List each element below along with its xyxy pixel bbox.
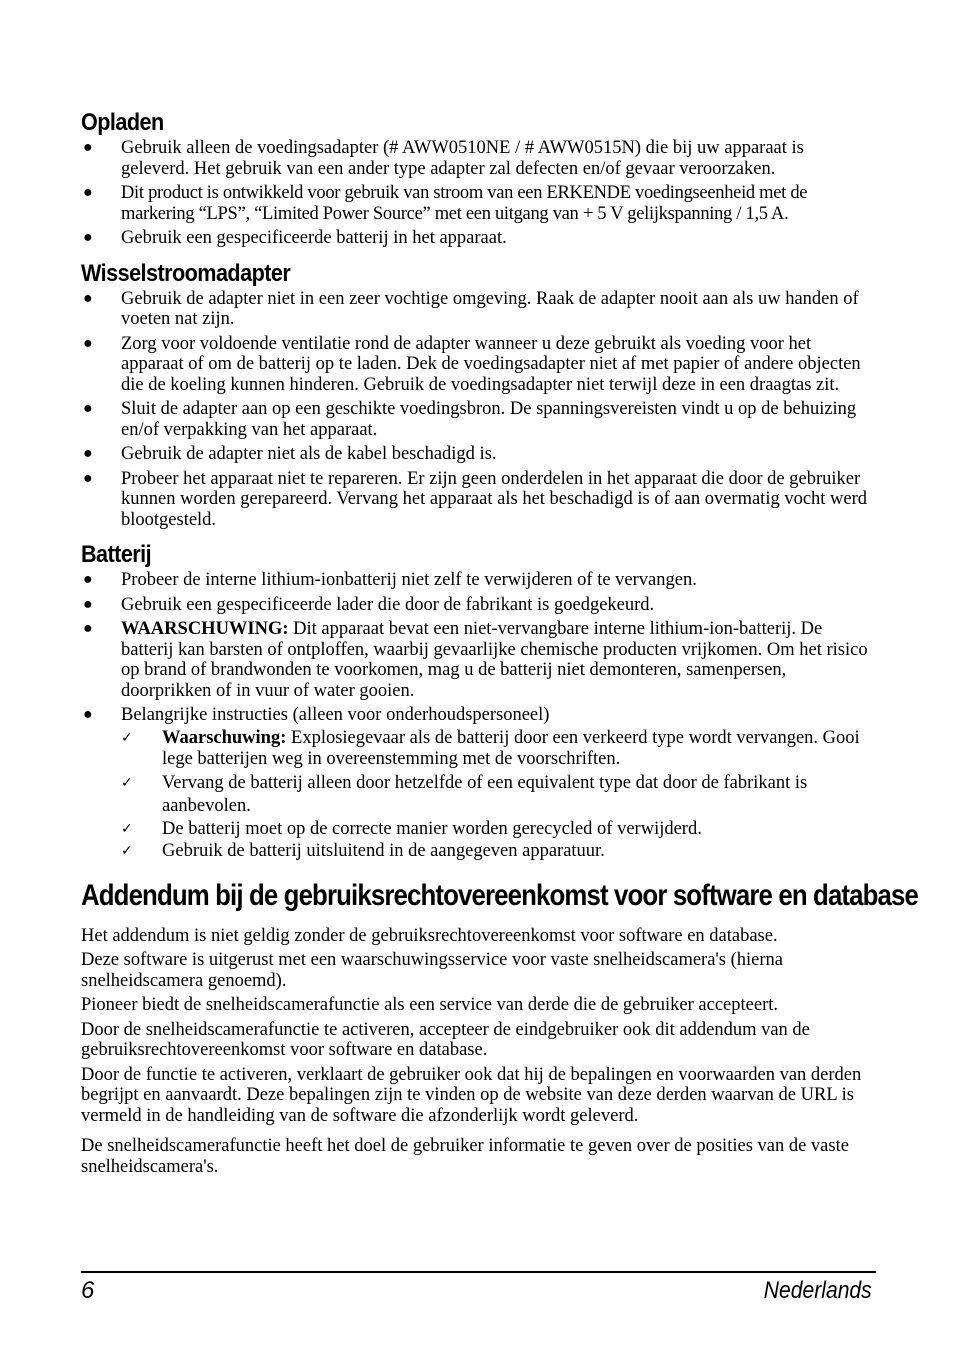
bullet-icon: ● [83,571,93,588]
list-item-text: Gebruik de adapter niet in een zeer vochtige omgeving. Raak de adapter nooit aan als uw handen of voeten nat zijn. [121,288,859,329]
list-item-text: Dit product is ontwikkeld voor gebruik van stroom van een ERKENDE voedingseenheid met de markering “LPS”, “Limited Power Source” met een uitgang van + 5 V gelijkspanning / 1,5 A. [121,183,808,224]
check-item [121,841,874,863]
list-item [81,705,874,863]
list-item-text: Sluit de adapter aan op een geschikte voedingsbron. De spanningsvereisten vindt u op de behuizing en/of verpakking van het apparaat. [121,399,857,440]
list-item [81,469,874,531]
check-item [121,772,874,818]
bullet-icon: ● [83,184,93,201]
section-heading-wisselstroomadapter: Wisselstroomadapter [81,259,291,287]
check-icon: ✓ [121,729,133,746]
list-item-text: Belangrijke instructies (alleen voor onderhoudspersoneel) [121,705,550,725]
list-item [81,183,874,224]
footer-language: Nederlands [763,1277,872,1304]
warning-text: Dit apparaat bevat een niet-vervangbare interne lithium-ion-batterij. De batterij kan barsten of ontploffen, waarbij gevaarlijke chemische producten vrijkomen. Om het risico op brand of brandwonden te voorkomen, mag u de batterij niet demonteren, samenpersen, doorprikken of in vuur of water gooien. [121,619,868,701]
bullet-icon: ● [83,620,93,637]
check-icon: ✓ [121,820,133,837]
list-item [81,570,874,591]
check-icon: ✓ [121,774,133,791]
footer-divider [81,1271,876,1273]
list-item [81,619,874,701]
list-item [81,138,874,179]
bullet-icon: ● [83,469,93,487]
list-item-text: Gebruik een gespecificeerde lader die door de fabrikant is goedgekeurd. [121,594,655,615]
list-item [81,289,874,330]
document-page [81,108,919,1181]
list-item [81,444,874,465]
section-heading-batterij: Batterij [81,541,152,568]
bullet-icon: ● [83,334,93,352]
bullet-list-batterij [81,570,874,863]
list-item [81,228,874,249]
bullet-icon: ● [83,400,93,417]
check-item-text: Vervang de batterij alleen door hetzelfde of een equivalent type dat door de fabrikant is aanbevolen. [162,772,808,816]
addendum-paragraph: Deze software is uitgerust met een waarschuwingsservice voor vaste snelheidscamera's (hierna snelheidscamera genoemd). [81,950,783,991]
addendum-paragraph: Door de snelheidscamerafunctie te activeren, accepteer de eindgebruiker ook dit addendum van de gebruiksrechtovereenkomst voor software en database. [81,1019,810,1060]
list-item-text: Zorg voor voldoende ventilatie rond de adapter wanneer u deze gebruikt als voeding voor het apparaat of om de batterij op te laden. Dek de voedingsadapter niet af met papier of andere objecten die de koeling kunnen hinderen. Gebruik de voedingsadapter niet terwijl deze in een draagtas zit. [121,333,861,395]
check-item-text: De batterij moet op de correcte manier worden gerecycled of verwijderd. [162,818,702,839]
list-item [81,334,874,396]
check-icon: ✓ [121,843,133,859]
addendum-heading: Addendum bij de gebruiksrechtovereenkomst voor software en database [81,878,919,912]
bullet-list-wisselstroomadapter [81,289,874,531]
check-item-text: Explosiegevaar als de batterij door een verkeerd type wordt vervangen. Gooi lege batterijen weg in overeenstemming met de voorschriften. [162,727,860,769]
check-item-text: Gebruik de batterij uitsluitend in de aangegeven apparatuur. [162,841,605,861]
list-item-text: Gebruik de adapter niet als de kabel beschadigd is. [121,444,497,464]
bullet-icon: ● [83,706,93,723]
section-heading-opladen: Opladen [81,109,164,136]
list-item-text: Probeer de interne lithium-ionbatterij niet zelf te verwijderen of te vervangen. [121,570,697,590]
check-item [121,819,874,841]
addendum-paragraph: Door de functie te activeren, verklaart de gebruiker ook dat hij de bepalingen en voorwaarden van derden begrijpt en aanvaardt. Deze bepalingen zijn te vinden op de website van deze derden waarvan de URL is vermeld in de handleiding van de software die afzonderlijk wordt geleverd. [81,1064,862,1126]
list-item-text: Gebruik een gespecificeerde batterij in het apparaat. [121,228,507,248]
warning-label: Waarschuwing: [162,727,287,748]
bullet-icon: ● [83,229,93,246]
list-item-text: Probeer het apparaat niet te repareren. Er zijn geen onderdelen in het apparaat die door de gebruiker kunnen worden gerepareerd. Vervang het apparaat als het beschadigd is of aan overmatig vocht werd blootgesteld. [121,468,868,530]
addendum-paragraph: De snelheidscamerafunctie heeft het doel de gebruiker informatie te geven over de posities van de vaste snelheidscamera's. [81,1136,849,1177]
check-list [121,728,874,863]
page-number: 6 [81,1277,95,1304]
check-item [121,728,874,771]
bullet-list-opladen [81,138,874,249]
list-item-text: Gebruik alleen de voedingsadapter (# AWW0510NE / # AWW0515N) die bij uw apparaat is geleverd. Het gebruik van een ander type adapter zal defecten en/of gevaar veroorzaken. [121,138,804,179]
bullet-icon: ● [83,445,93,462]
list-item [81,595,874,616]
addendum-paragraph: Pioneer biedt de snelheidscamerafunctie als een service van derde die de gebruiker accepteert. [81,995,779,1015]
warning-label: WAARSCHUWING: [121,619,289,639]
bullet-icon: ● [83,289,93,307]
addendum-paragraph: Het addendum is niet geldig zonder de gebruiksrechtovereenkomst voor software en database. [81,925,778,946]
list-item [81,399,874,440]
bullet-icon: ● [83,139,93,156]
bullet-icon: ● [83,595,93,613]
